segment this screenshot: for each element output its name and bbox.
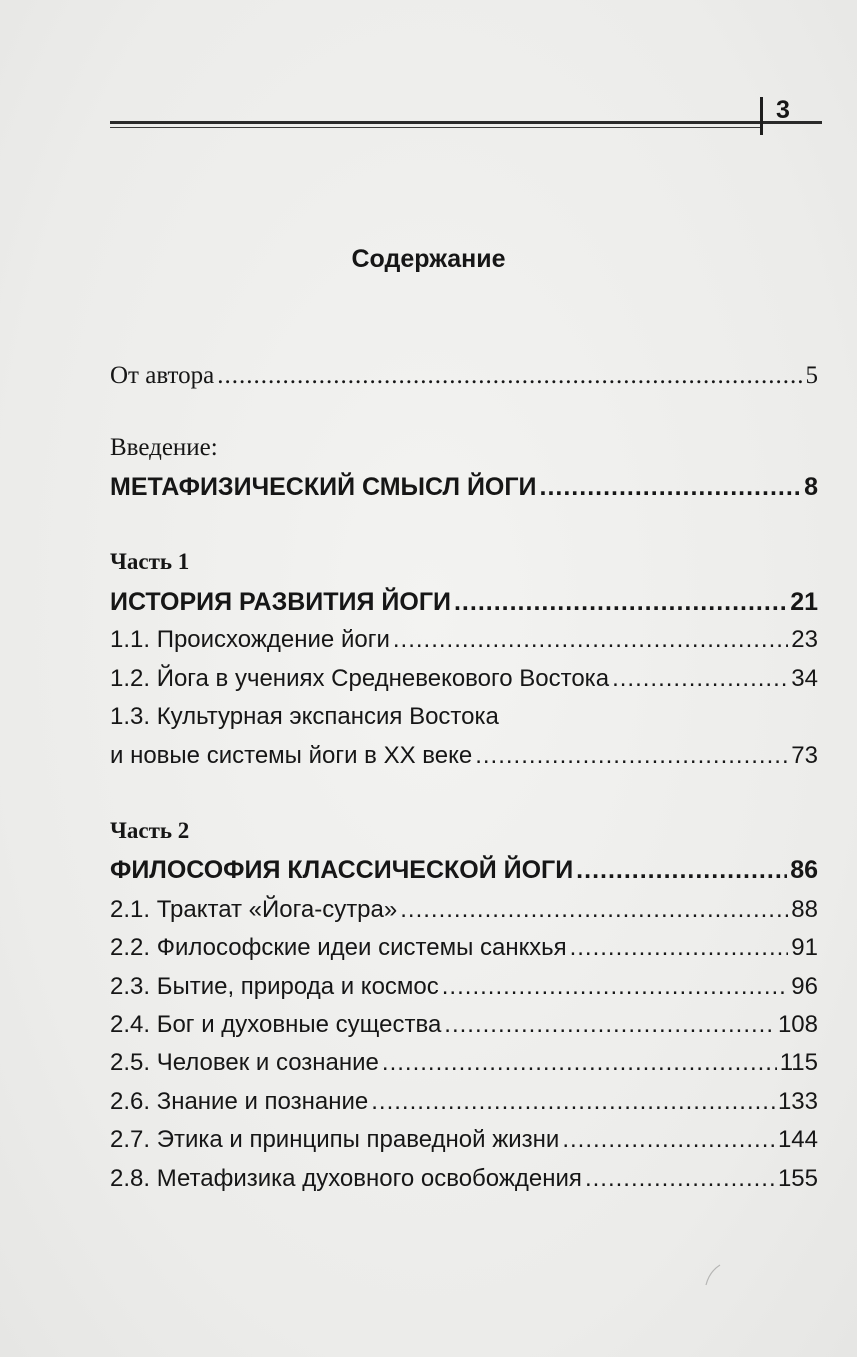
toc-entry-2-4 xyxy=(110,1010,818,1040)
leader-dots xyxy=(454,587,787,617)
toc-entry-label: 1.2. Йога в учениях Средневекового Востока xyxy=(110,665,610,692)
toc-entry-page: 115 xyxy=(779,1049,818,1076)
toc-entry-page: 21 xyxy=(790,588,818,616)
toc-entry-label: 2.2. Философские идеи системы санкхья xyxy=(110,934,567,961)
toc-entry-label: 2.1. Трактат «Йога-сутра» xyxy=(110,896,398,923)
toc-entry-page: 73 xyxy=(791,742,818,769)
toc-entry-page: 91 xyxy=(791,934,818,961)
toc-entry-2-1 xyxy=(110,895,818,925)
toc-entry-2-7 xyxy=(110,1125,818,1155)
leader-dots xyxy=(562,1125,775,1155)
header-rule-thick xyxy=(110,121,822,124)
leader-dots xyxy=(371,1087,775,1117)
leader-dots xyxy=(393,625,788,655)
leader-dots xyxy=(382,1048,777,1078)
toc-entry-label-continuation: и новые системы йоги в XX веке xyxy=(110,742,473,769)
leader-dots xyxy=(585,1164,775,1194)
toc-entry-label: 2.5. Человек и сознание xyxy=(110,1049,379,1076)
paper-mark xyxy=(700,1262,730,1288)
toc-entry-page: 5 xyxy=(805,362,818,389)
toc-entry-page: 23 xyxy=(791,626,818,653)
toc-entry-page: 108 xyxy=(777,1011,818,1038)
toc-entry-label: От автора xyxy=(110,362,215,389)
leader-dots xyxy=(217,361,802,391)
toc-entry-label: ФИЛОСОФИЯ КЛАССИЧЕСКОЙ ЙОГИ xyxy=(110,856,574,884)
leader-dots xyxy=(612,664,788,694)
part1-caption: Часть 1 xyxy=(110,549,190,574)
toc-entry-part2 xyxy=(110,855,818,885)
toc-entry-2-2 xyxy=(110,933,818,963)
toc-entry-label: ИСТОРИЯ РАЗВИТИЯ ЙОГИ xyxy=(110,588,451,616)
toc-entry-2-8 xyxy=(110,1164,818,1194)
toc-entry-page: 34 xyxy=(791,665,818,692)
toc-entry-author-note xyxy=(110,361,818,391)
leader-dots xyxy=(475,741,788,771)
toc-entry-label: 1.1. Происхождение йоги xyxy=(110,626,390,653)
leader-dots xyxy=(400,895,788,925)
leader-dots xyxy=(570,933,789,963)
toc-entry-introduction xyxy=(110,472,818,502)
toc-entry-1-3 xyxy=(110,741,818,771)
toc-entry-1-2 xyxy=(110,664,818,694)
leader-dots xyxy=(444,1010,775,1040)
toc-entry-1-1 xyxy=(110,625,818,655)
toc-entry-page: 96 xyxy=(791,973,818,1000)
toc-entry-2-3 xyxy=(110,972,818,1002)
toc-entry-page: 86 xyxy=(790,856,818,884)
toc-entry-label: 2.4. Бог и духовные существа xyxy=(110,1011,442,1038)
toc-entry-2-5 xyxy=(110,1048,818,1078)
toc-entry-2-6 xyxy=(110,1087,818,1117)
toc-entry-page: 8 xyxy=(804,473,818,501)
leader-dots xyxy=(442,972,789,1002)
toc-entry-label: 2.7. Этика и принципы праведной жизни xyxy=(110,1126,560,1153)
toc-entry-label: 2.3. Бытие, природа и космос xyxy=(110,973,439,1000)
leader-dots xyxy=(540,472,802,502)
toc-entry-part1 xyxy=(110,587,818,617)
toc-entry-page: 133 xyxy=(777,1088,818,1115)
page-number: 3 xyxy=(776,96,790,124)
part2-caption: Часть 2 xyxy=(110,818,190,843)
toc-title: Содержание xyxy=(351,245,506,273)
toc-entry-label: 2.6. Знание и познание xyxy=(110,1088,369,1115)
toc-entry-label: МЕТАФИЗИЧЕСКИЙ СМЫСЛ ЙОГИ xyxy=(110,473,537,501)
toc-entry-page: 144 xyxy=(777,1126,818,1153)
leader-dots xyxy=(576,855,787,885)
toc-entry-page: 155 xyxy=(777,1165,818,1192)
toc-entry-page: 88 xyxy=(791,896,818,923)
toc-entry-label: 2.8. Метафизика духовного освобождения xyxy=(110,1165,582,1192)
header-vertical-bar xyxy=(760,97,763,135)
header-rule-thin xyxy=(110,127,760,128)
toc-entry-1-3-label: 1.3. Культурная экспансия Востока xyxy=(110,703,499,730)
introduction-caption: Введение: xyxy=(110,434,218,461)
